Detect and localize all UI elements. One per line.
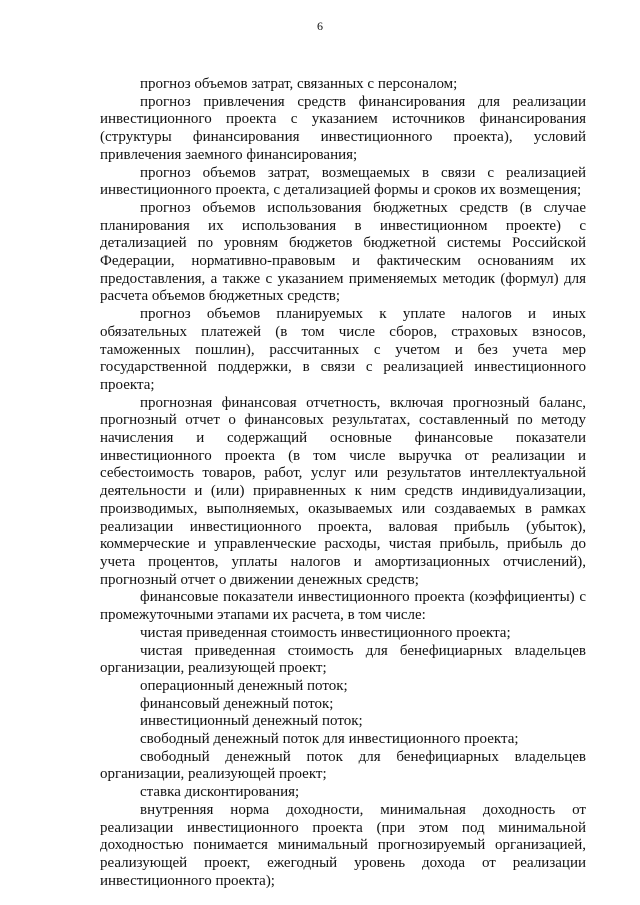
paragraph-reimbursed-costs: прогноз объемов затрат, возмещаемых в связи с реализацией инвестиционного проекта, с детализацией формы и сроков их возмещения; — [100, 164, 586, 199]
paragraph-npv-owners: чистая приведенная стоимость для бенефициарных владельцев организации, реализующей проект; — [100, 642, 586, 677]
paragraph-financing-sources: прогноз привлечения средств финансирования для реализации инвестиционного проекта с указанием источников финансирования (структуры финансирования инвестиционного проекта), условий привлечения заемного финансирования; — [100, 93, 586, 163]
paragraph-npv-project: чистая приведенная стоимость инвестиционного проекта; — [140, 624, 511, 641]
page-number: 6 — [317, 19, 323, 33]
paragraph-budget-funds: прогноз объемов использования бюджетных средств (в случае планирования их использования в инвестиционном проекте) с детализацией по уровням бюджетов бюджетной системы Российской Федерации, нормативно-правовым и фактическим основаниям их предоставления, а также с указанием применяемых методик (формул) для расчета объемов бюджетных средств; — [100, 199, 586, 305]
paragraph-free-cash-flow-project: свободный денежный поток для инвестиционного проекта; — [140, 731, 519, 748]
paragraph-personnel-costs: прогноз объемов затрат, связанных с персоналом; — [140, 76, 458, 92]
paragraph-investing-cash-flow: инвестиционный денежный поток; — [140, 713, 363, 730]
paragraph-discount-rate: ставка дисконтирования; — [140, 784, 300, 801]
page-content — [100, 76, 586, 890]
paragraph-operating-cash-flow: операционный денежный поток; — [140, 677, 348, 694]
paragraph-financial-indicators: финансовые показатели инвестиционного проекта (коэффициенты) с промежуточными этапами их расчета, в том числе: — [100, 589, 586, 624]
paragraph-free-cash-flow-owners: свободный денежный поток для бенефициарных владельцев организации, реализующей проект; — [100, 748, 586, 783]
paragraph-taxes: прогноз объемов планируемых к уплате налогов и иных обязательных платежей (в том числе сборов, страховых взносов, таможенных пошлин), рассчитанных с учетом и без учета мер государственной поддержки, в связи с реализацией инвестиционного проекта; — [100, 306, 586, 393]
paragraph-financing-cash-flow: финансовый денежный поток; — [140, 695, 334, 712]
paragraph-irr: внутренняя норма доходности, минимальная доходность от реализации инвестиционного проекта (при этом под минимальной доходностью понимается минимальный прогнозируемый организацией, реализующей проект, ежегодный уровень дохода от реализации инвестиционного проекта); — [100, 801, 586, 889]
paragraph-financial-statements: прогнозная финансовая отчетность, включая прогнозный баланс, прогнозный отчет о финансовых результатах, составленный по методу начисления и содержащий основные финансовые показатели инвестиционного проекта (в том числе выручка от реализации и себестоимость товаров, работ, услуг или результатов интеллектуальной деятельности и (или) приравненных к ним средств индивидуализации, производимых, выполняемых, оказываемых или создаваемых в рамках реализации инвестиционного проекта, валовая прибыль (убыток), коммерческие и управленческие расходы, чистая прибыль, прибыль до учета процентов, уплаты налогов и амортизационных отчислений), прогнозный отчет о движении денежных средств; — [100, 394, 586, 588]
